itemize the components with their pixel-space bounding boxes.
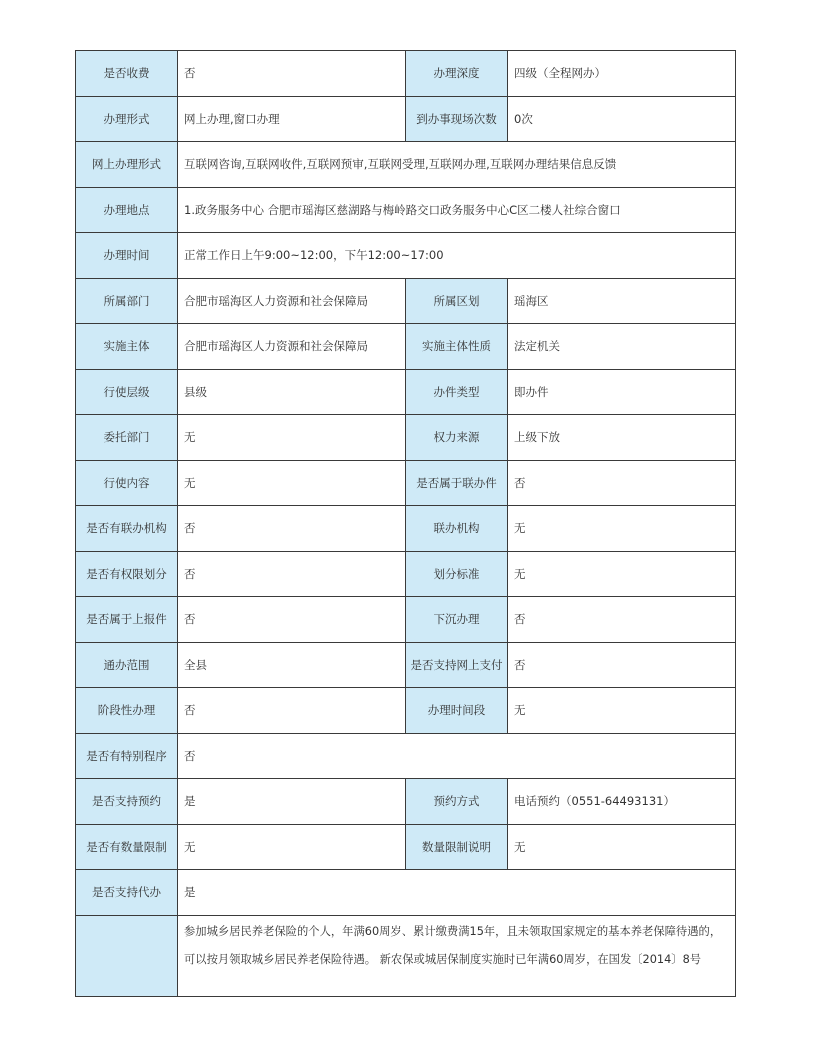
phased-handling-value: 否 [178,688,406,734]
location-value: 1.政务服务中心 合肥市瑶海区慈湖路与梅岭路交口政务服务中心C区二楼人社综合窗口 [178,187,736,233]
table-row [76,369,736,415]
joint-case-value: 否 [508,460,736,506]
online-form-label: 网上办理形式 [76,142,178,188]
table-row [76,551,736,597]
handling-depth-value: 四级（全程网办） [508,51,736,97]
table-row [76,824,736,870]
hours-label: 办理时间 [76,233,178,279]
exercise-content-value: 无 [178,460,406,506]
table-row [76,460,736,506]
case-type-value: 即办件 [508,369,736,415]
fee-label: 是否收费 [76,51,178,97]
online-form-value: 互联网咨询,互联网收件,互联网预审,互联网受理,互联网办理,互联网办理结果信息反馈 [178,142,736,188]
location-label: 办理地点 [76,187,178,233]
scope-value: 全县 [178,642,406,688]
entrusted-dept-value: 无 [178,415,406,461]
authority-division-value: 否 [178,551,406,597]
has-joint-org-value: 否 [178,506,406,552]
special-procedure-value: 否 [178,733,736,779]
special-procedure-label: 是否有特别程序 [76,733,178,779]
onsite-visits-value: 0次 [508,96,736,142]
handling-depth-label: 办理深度 [406,51,508,97]
joint-org-value: 无 [508,506,736,552]
implementer-value: 合肥市瑶海区人力资源和社会保障局 [178,324,406,370]
handling-form-label: 办理形式 [76,96,178,142]
handling-period-value: 无 [508,688,736,734]
quantity-limit-label: 是否有数量限制 [76,824,178,870]
quantity-limit-desc-label: 数量限制说明 [406,824,508,870]
handling-period-label: 办理时间段 [406,688,508,734]
exercise-content-label: 行使内容 [76,460,178,506]
table-row [76,187,736,233]
table-row [76,915,736,996]
sink-handling-value: 否 [508,597,736,643]
district-label: 所属区划 [406,278,508,324]
sink-handling-label: 下沉办理 [406,597,508,643]
table-row [76,506,736,552]
division-standard-label: 划分标准 [406,551,508,597]
quantity-limit-value: 无 [178,824,406,870]
implementer-label: 实施主体 [76,324,178,370]
table-row [76,870,736,916]
division-standard-value: 无 [508,551,736,597]
table-row [76,324,736,370]
appointment-method-value: 电话预约（0551-64493131） [508,779,736,825]
entrusted-dept-label: 委托部门 [76,415,178,461]
implementer-nature-value: 法定机关 [508,324,736,370]
joint-case-label: 是否属于联办件 [406,460,508,506]
conditions-value: 参加城乡居民养老保险的个人，年满60周岁、累计缴费满15年，且未领取国家规定的基本养老保障待遇的，可以按月领取城乡居民养老保险待遇。 新农保或城居保制度实施时已年满60周岁，在国发〔2014〕8号 [178,915,736,996]
phased-handling-label: 阶段性办理 [76,688,178,734]
implementer-nature-label: 实施主体性质 [406,324,508,370]
table-row [76,415,736,461]
table-row [76,642,736,688]
exercise-level-label: 行使层级 [76,369,178,415]
district-value: 瑶海区 [508,278,736,324]
power-source-label: 权力来源 [406,415,508,461]
table-row [76,51,736,97]
appointment-label: 是否支持预约 [76,779,178,825]
online-payment-label: 是否支持网上支付 [406,642,508,688]
conditions-label [76,915,178,996]
proxy-label: 是否支持代办 [76,870,178,916]
has-joint-org-label: 是否有联办机构 [76,506,178,552]
department-label: 所属部门 [76,278,178,324]
authority-division-label: 是否有权限划分 [76,551,178,597]
onsite-visits-label: 到办事现场次数 [406,96,508,142]
table-row [76,597,736,643]
table-row [76,733,736,779]
hours-value: 正常工作日上午9:00~12:00，下午12:00~17:00 [178,233,736,279]
exercise-level-value: 县级 [178,369,406,415]
scope-label: 通办范围 [76,642,178,688]
joint-org-label: 联办机构 [406,506,508,552]
table-row [76,278,736,324]
appointment-method-label: 预约方式 [406,779,508,825]
department-value: 合肥市瑶海区人力资源和社会保障局 [178,278,406,324]
table-row [76,779,736,825]
table-row [76,142,736,188]
quantity-limit-desc-value: 无 [508,824,736,870]
handling-form-value: 网上办理,窗口办理 [178,96,406,142]
table-row [76,688,736,734]
fee-value: 否 [178,51,406,97]
appointment-value: 是 [178,779,406,825]
proxy-value: 是 [178,870,736,916]
reported-case-label: 是否属于上报件 [76,597,178,643]
online-payment-value: 否 [508,642,736,688]
power-source-value: 上级下放 [508,415,736,461]
reported-case-value: 否 [178,597,406,643]
table-row [76,233,736,279]
service-info-table [75,50,736,997]
case-type-label: 办件类型 [406,369,508,415]
table-row [76,96,736,142]
